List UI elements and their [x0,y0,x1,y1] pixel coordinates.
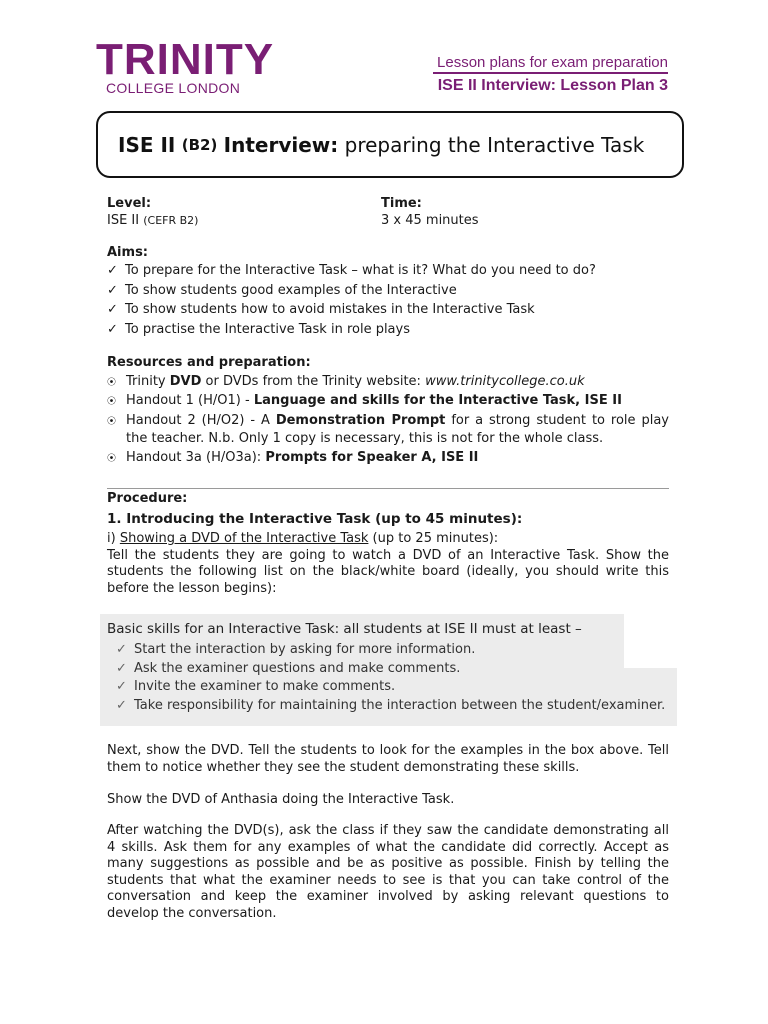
check-icon: ✓ [107,282,118,298]
list-item: ✓ Take responsibility for maintaining the interaction between the student/examiner. [116,697,665,716]
check-icon: ✓ [116,642,127,657]
body-paragraph-1: Next, show the DVD. Tell the students to look for the examples in the box above. Tell them to notice whether they see the student demonstrating these skills. [107,743,669,775]
check-icon: ✓ [116,698,127,714]
series-title: Lesson plans for exam preparation [433,54,668,74]
aim-text: To prepare for the Interactive Task – what is it? What do you need to do? [125,263,596,278]
logo-subtitle: COLLEGE LONDON [106,80,241,96]
list-item: ✓ Ask the examiner questions and make comments. [116,660,665,679]
check-icon: ✓ [107,302,118,317]
body-paragraph-2: Show the DVD of Anthasia doing the Interactive Task. [107,792,455,807]
aims-section [107,244,677,339]
time-section [381,195,479,229]
list-item [107,281,677,301]
section-divider [107,488,669,489]
page-title [96,111,684,178]
title-interview: Interview: [223,132,339,157]
header-right [433,54,668,95]
procedure-section [107,491,669,597]
procedure-label: Procedure: [107,491,188,506]
list-item: ⦿ Trinity DVD or DVDs from the Trinity website: www.trinitycollege.co.uk [107,373,669,393]
list-item [107,261,677,281]
level-value: ISE II [107,213,140,228]
skills-list [116,641,665,716]
title-level: (B2) [181,135,218,154]
bullet-icon: ⦿ [107,377,117,388]
bullet-icon: ⦿ [107,453,117,464]
list-item: ⦿ Handout 2 (H/O2) - A Demonstration Prompt for a strong student to role play the teacher. N.b. Only 1 copy is necessary, this is not for the whole class. [107,412,669,449]
level-section [107,195,198,229]
check-icon: ✓ [107,263,118,278]
level-label: Level: [107,196,152,211]
check-icon: ✓ [116,660,127,676]
list-item: ⦿ Handout 3a (H/O3a): Prompts for Speaker A, ISE II [107,449,669,469]
step-subheading: i) Showing a DVD of the Interactive Task (up to 25 minutes): [107,531,499,546]
time-value: 3 x 45 minutes [381,213,479,228]
step-heading: 1. Introducing the Interactive Task (up to 45 minutes): [107,510,523,527]
list-item [107,320,677,340]
title-exam: ISE II [118,132,176,157]
check-icon: ✓ [107,321,118,337]
title-topic: preparing the Interactive Task [344,132,645,157]
check-icon: ✓ [116,679,127,695]
website-link[interactable]: www.trinitycollege.co.uk [425,373,585,389]
resources-list [107,373,669,469]
body-paragraph-3: After watching the DVD(s), ask the class if they saw the candidate demonstrating all 4 skills. Ask them for any examples of what the candidate did correctly. Accept as many suggestions as possible and be as positive as possible. Finish by telling the students that what the examiner needs to see is that you can take control of the conversation and keep the examiner involved by asking relevant questions to develop the conversation. [107,823,669,921]
trinity-logo [96,35,275,96]
aim-text: To show students how to avoid mistakes in the Interactive Task [125,302,535,317]
bullet-icon: ⦿ [107,416,117,427]
aims-list [107,261,677,339]
skills-box [100,614,677,726]
bullet-icon: ⦿ [107,397,117,407]
aim-text: To practise the Interactive Task in role plays [125,321,410,337]
procedure-paragraph: Tell the students they are going to watch a DVD of an Interactive Task. Show the students the following list on the black/white board (ideally, you should write this before the lesson begins): [107,547,669,596]
level-cefr: (CEFR B2) [143,214,199,227]
time-label: Time: [381,196,422,211]
list-item: ✓ Start the interaction by asking for more information. [116,641,665,660]
list-item [107,300,677,320]
logo-wordmark: TRINITY [96,35,275,84]
aims-label: Aims: [107,245,148,260]
skills-heading: Basic skills for an Interactive Task: all students at ISE II must at least – [107,621,582,637]
resources-label: Resources and preparation: [107,355,311,370]
list-item: ✓ Invite the examiner to make comments. [116,678,665,697]
resources-section [107,354,669,468]
lesson-plan-title: ISE II Interview: Lesson Plan 3 [437,77,668,94]
aim-text: To show students good examples of the Interactive [125,282,457,298]
list-item: ⦿ Handout 1 (H/O1) - Language and skills for the Interactive Task, ISE II [107,392,669,412]
